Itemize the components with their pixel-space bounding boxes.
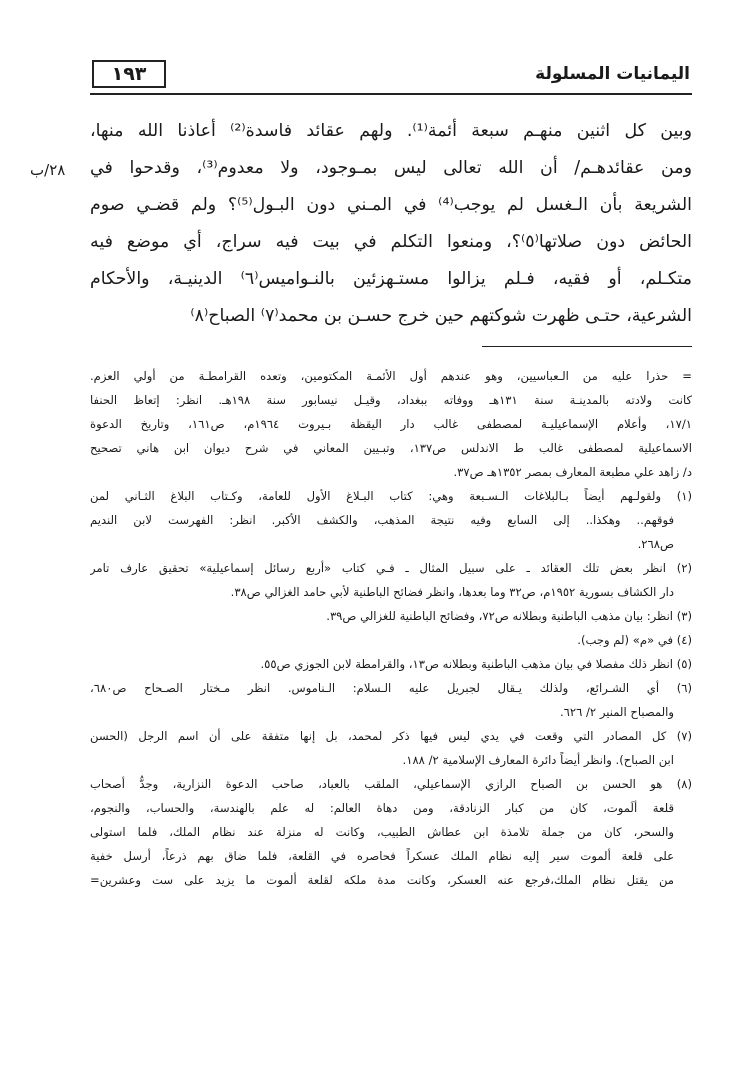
footnote-line: ابن الصباح). وانظر أيضاً دائرة المعارف الإسلامية ٢/ ١٨٨. <box>402 753 674 767</box>
footnote-line: قلعة ألَموت، كان من كبار الزنادقة، ومن دهاة العالم: له علم بالهندسة، والحساب، والنجوم، <box>90 801 674 815</box>
footnote-line: ص٢٦٨. <box>637 537 674 551</box>
footnote-1 <box>90 484 692 556</box>
footnote-line: فوقهم.. وهكذا.. إلى السابع وفيه نتيجة المذهب، والكشف الأكبر. انظر: الفهرست لابن النديم <box>90 513 674 527</box>
running-title: اليمانيات المسلولة <box>535 64 690 84</box>
footnote-line: (٣) انظر: بيان مذهب الباطنية وبطلانه ص٧٢، وفضائح الباطنية للغزالي ص٣٩. <box>326 609 692 623</box>
footnote-line: من يقتل نظام الملك،فرجع عنه العسكر، وكانت مدة ملكه لقلعة ألموت ما يزيد على ست وعشرين= <box>90 873 674 887</box>
footnote-line: (٤) في «م» (لم وجب). <box>577 633 692 647</box>
footnote-5 <box>90 652 692 676</box>
footnote-line: (٥) انظر ذلك مفصلا في بيان مذهب الباطنية وبطلانه ص١٣، والقرامطة لابن الجوزي ص٥٥. <box>260 657 692 671</box>
main-text-line: الشريعة بأن الـغسل لم يوجب⁽⁴⁾ في المـني دون البـول⁽⁵⁾؟ ولم قضـي صوم <box>90 195 692 215</box>
footnote-line: والسحر، كان من جملة تلامذة ابن عطاش الطبيب، وكانت له منزلة عند نظام الملك، فلما استولى <box>90 825 674 839</box>
main-text-line: ومن عقائدهـم/ أن الله تعالى ليس بمـوجود، ولا معدوم⁽³⁾، وقدحوا في <box>90 158 693 178</box>
header-rule <box>90 93 692 95</box>
main-text <box>90 113 692 335</box>
footnote-line: ١٧/١، وأعلام الإسماعيليـة لمصطفى غالب دار اليقظة بـيروت ١٩٦٤م، ص١٦١، وتاريخ الدعوة <box>90 417 692 431</box>
main-text-line: وبين كل اثنين منهـم سبعة أئمة⁽¹⁾. ولهم عقائد فاسدة⁽²⁾ أعاذنا الله منها، <box>90 121 692 141</box>
footnote-8 <box>90 772 692 892</box>
main-text-line: متكـلم، أو فقيه، فـلم يزالوا مستـهزئين بالنـواميس⁽٦⁾ الدينيـة، والأحكام <box>90 269 692 289</box>
footnote-2 <box>90 556 692 604</box>
footnote-7 <box>90 724 692 772</box>
footnote-line: (٢) انظر بعض تلك العقائد ـ على سبيل المثال ـ فـي كتاب «أربع رسائل إسماعيلية» تحقيق عارف تامر <box>90 561 692 575</box>
footnote-3 <box>90 604 692 628</box>
footnote-line: دار الكشاف بسورية ١٩٥٢م، ص٣٢ وما بعدها، وانظر فضائح الباطنية لأبي حامد الغزالي ص٣٨. <box>230 585 674 599</box>
footnote-continued <box>90 364 692 484</box>
footnote-line: (٨) هو الحسن بن الصباح الرازي الإسماعيلي، الملقب بالعباد، صاحب الدعوة النزارية، وجدُّ أصحاب <box>90 777 692 791</box>
footnote-line: والمصباح المنير ٢/ ٦٢٦. <box>559 705 674 719</box>
footnote-line: على قلعة ألموت سير إليه نظام الملك عسكراً فحاصره في القلعة، فلما ضاق بهم ذرعاً، أرسل خفية <box>90 849 674 863</box>
footnote-line: (٧) كل المصادر التي وقعت في يدي ليس فيها ذكر لمحمد، بل إنها متفقة على أن اسم الرجل (الحسن <box>90 729 692 743</box>
footnotes <box>90 364 692 892</box>
footnote-separator <box>482 346 692 347</box>
footnote-line: كانت ولادته بالمدينـة سنة ١٣١هـ ووفاته ببغداد، وقيـل نيسابور سنة ١٩٨هـ. انظر: إتعاظ الحنفا <box>90 393 692 407</box>
footnote-line: = حذرا عليه من الـعباسيين، وهو عندهم أول الأئمـة المكتومين، وتعده القرامطـة من أولي العزم. <box>90 369 692 383</box>
main-text-line: الشرعية، حتـى ظهرت شوكتهم حين خرج حسـن بن محمد⁽٧⁾ الصباح⁽٨⁾ <box>190 306 692 326</box>
footnote-4 <box>90 628 692 652</box>
main-text-line: الحائض دون صلاتها⁽٥⁾؟، ومنعوا التكلم في بيت فيه سراج، أي موضع فيه <box>90 232 692 252</box>
page-number: ١٩٣ <box>92 60 166 88</box>
footnote-line: الاسماعيلية لمصطفى غالب ط الاندلس ص١٣٧، وتبـيين المعاني في شرح ديوان ابن هاني تصحيح <box>90 441 692 455</box>
footnote-line: (١) ولقولـهم أيضاً بـالبلاغات الـسـبعة وهي: كتاب البـلاغ الأول للعامة، وكـتاب البلاغ الثـاني لمن <box>90 489 692 503</box>
footnote-line: د/ زاهد علي مطبعة المعارف بمصر ١٣٥٢هـ ص٣٧. <box>453 465 692 479</box>
footnote-6 <box>90 676 692 724</box>
footnote-line: (٦) أي الشـرائع، ولذلك يـقال لجبريل عليه الـسلام: الـناموس. انظر مـختار الصـحاح ص٦٨٠، <box>90 681 692 695</box>
margin-folio-note: ٢٨/ب <box>30 161 66 179</box>
